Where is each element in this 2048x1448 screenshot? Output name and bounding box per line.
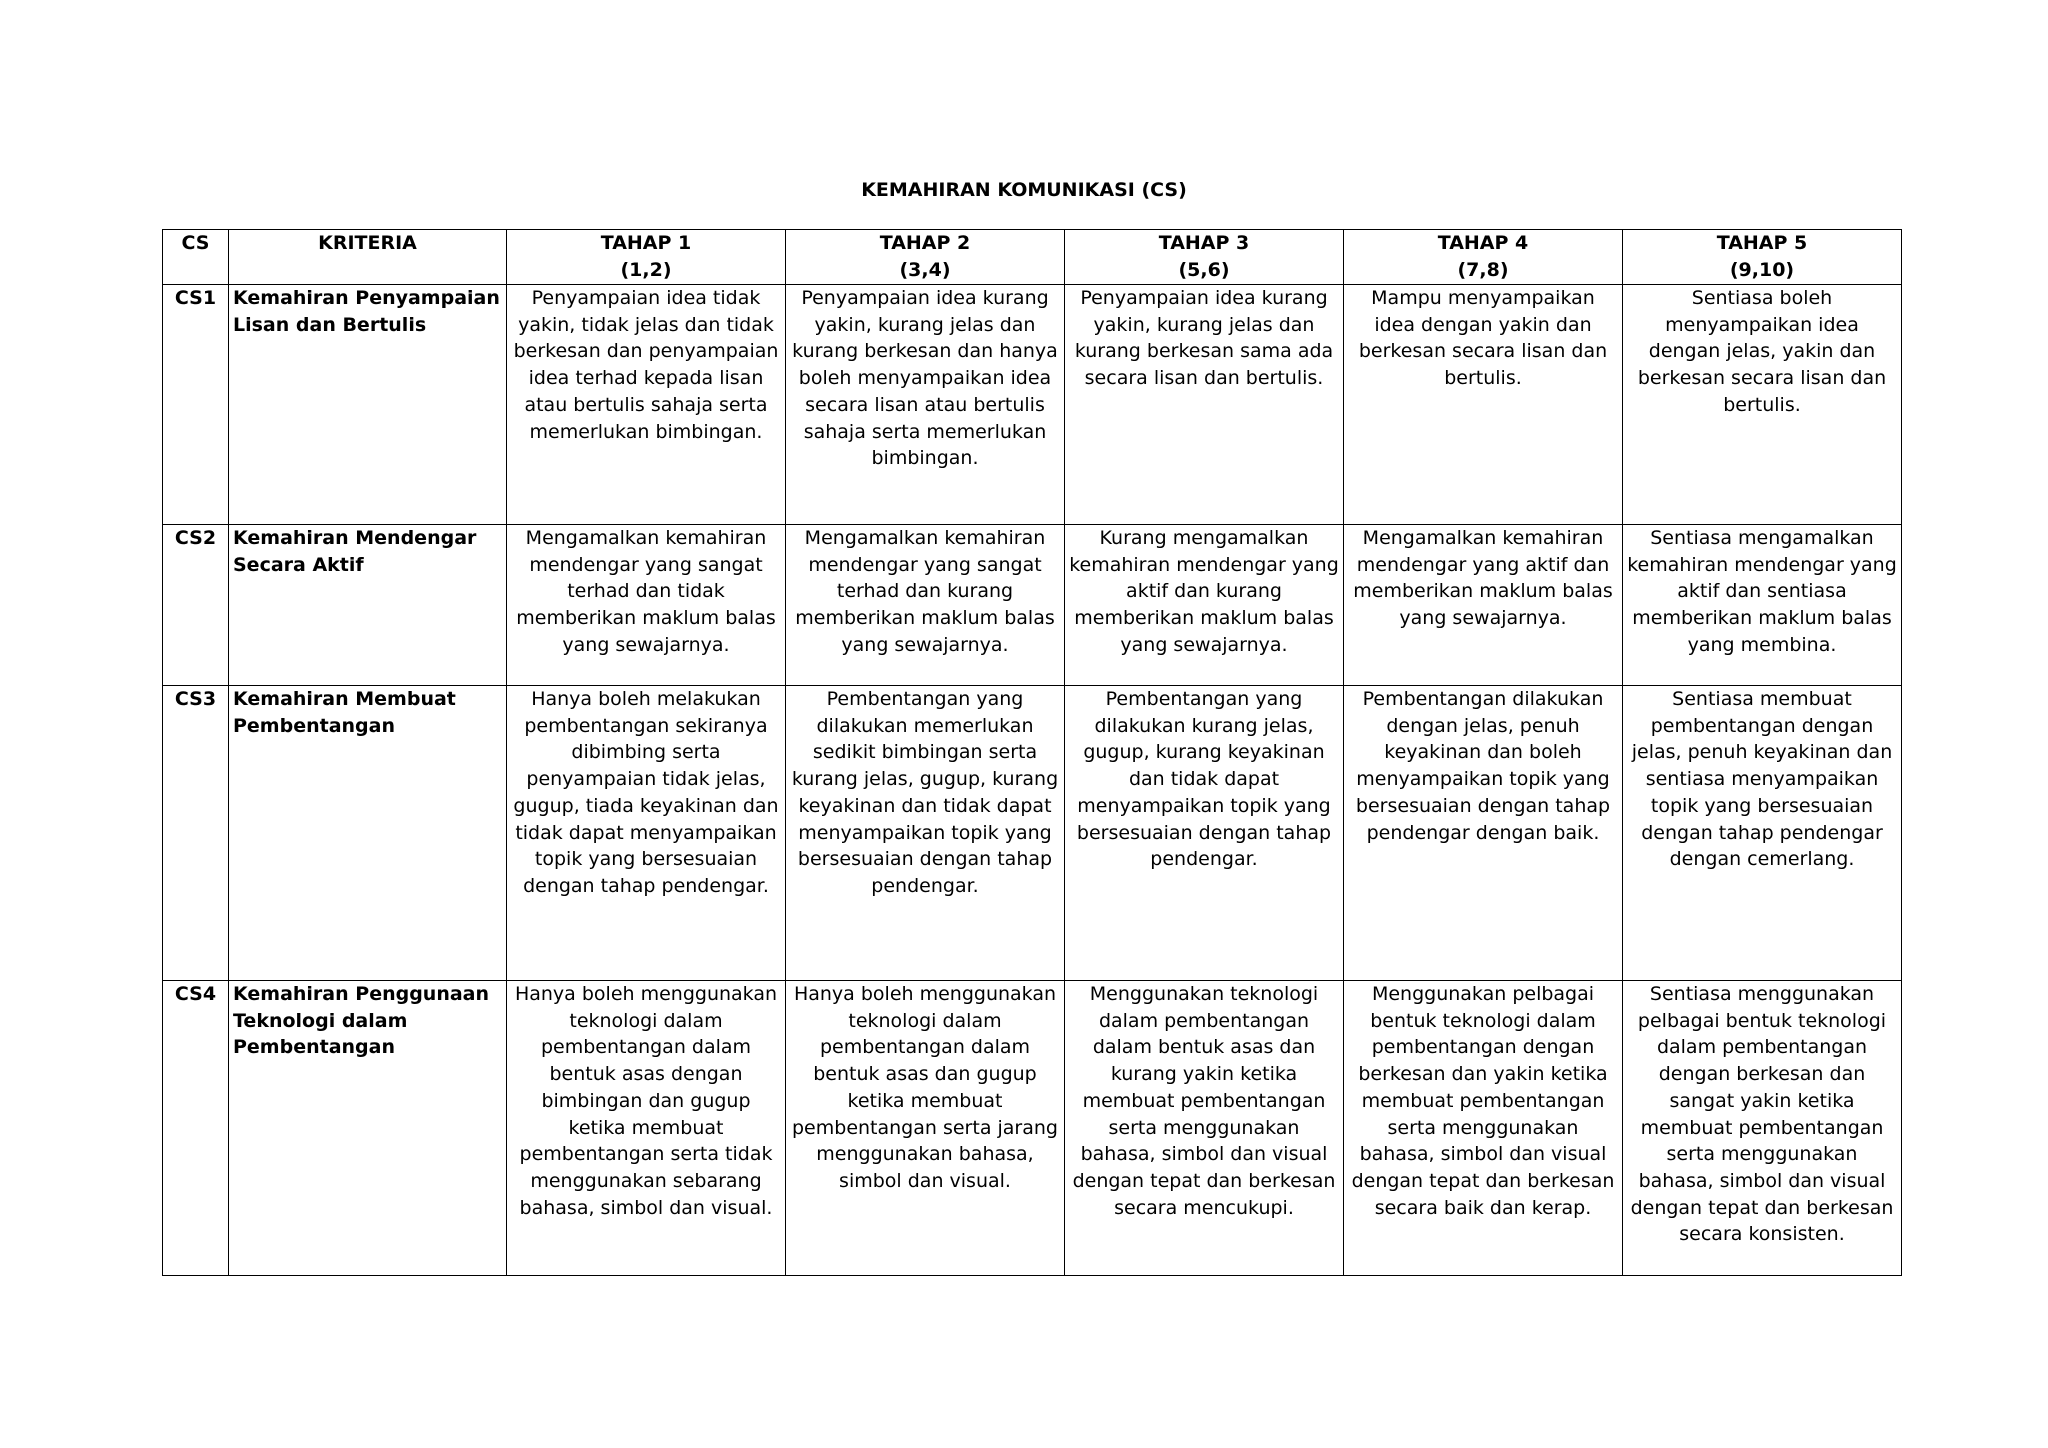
- level-cell: Pembentangan yang dilakukan kurang jelas, gugup, kurang keyakinan dan tidak dapat menyampaikan topik yang bersesuaian dengan tahap pendengar.: [1065, 686, 1344, 981]
- level-cell: Penyampaian idea tidak yakin, tidak jelas dan tidak berkesan dan penyampaian idea terhad kepada lisan atau bertulis sahaja serta memerlukan bimbingan.: [507, 285, 786, 525]
- table-row: [163, 285, 1902, 525]
- level-cell: Mengamalkan kemahiran mendengar yang aktif dan memberikan maklum balas yang sewajarnya.: [1344, 525, 1623, 686]
- level-cell: Menggunakan teknologi dalam pembentangan dalam bentuk asas dan kurang yakin ketika membuat pembentangan serta menggunakan bahasa, simbol dan visual dengan tepat dan berkesan secara mencukupi.: [1065, 981, 1344, 1276]
- header-cs: [163, 230, 229, 285]
- header-range: (1,2): [620, 258, 672, 281]
- header-label: TAHAP 4: [1437, 232, 1529, 254]
- header-range: (7,8): [1457, 258, 1509, 281]
- header-tahap-4: [1344, 230, 1623, 285]
- row-criteria: Kemahiran Penyampaian Lisan dan Bertulis: [229, 285, 507, 525]
- row-criteria: Kemahiran Membuat Pembentangan: [229, 686, 507, 981]
- level-cell: Penyampaian idea kurang yakin, kurang jelas dan kurang berkesan sama ada secara lisan dan bertulis.: [1065, 285, 1344, 525]
- level-cell: Hanya boleh menggunakan teknologi dalam pembentangan dalam bentuk asas dengan bimbingan dan gugup ketika membuat pembentangan serta tidak menggunakan sebarang bahasa, simbol dan visual.: [507, 981, 786, 1276]
- rubric-table: [162, 229, 1902, 1276]
- header-label: CS: [181, 232, 210, 254]
- table-row: [163, 981, 1902, 1276]
- header-label: KRITERIA: [318, 232, 417, 254]
- level-cell: Sentiasa mengamalkan kemahiran mendengar yang aktif dan sentiasa memberikan maklum balas yang membina.: [1623, 525, 1902, 686]
- page-title: KEMAHIRAN KOMUNIKASI (CS): [861, 179, 1187, 201]
- level-cell: Kurang mengamalkan kemahiran mendengar yang aktif dan kurang memberikan maklum balas yang sewajarnya.: [1065, 525, 1344, 686]
- row-code: CS2: [163, 525, 229, 686]
- header-tahap-3: [1065, 230, 1344, 285]
- header-label: TAHAP 1: [600, 232, 692, 254]
- row-criteria: Kemahiran Penggunaan Teknologi dalam Pembentangan: [229, 981, 507, 1276]
- header-label: TAHAP 5: [1716, 232, 1808, 254]
- level-cell: Sentiasa menggunakan pelbagai bentuk teknologi dalam pembentangan dengan berkesan dan sangat yakin ketika membuat pembentangan serta menggunakan bahasa, simbol dan visual dengan tepat dan berkesan secara konsisten.: [1623, 981, 1902, 1276]
- header-row: [163, 230, 1902, 285]
- header-tahap-2: [786, 230, 1065, 285]
- level-cell: Sentiasa boleh menyampaikan idea dengan jelas, yakin dan berkesan secara lisan dan bertulis.: [1623, 285, 1902, 525]
- level-cell: Sentiasa membuat pembentangan dengan jelas, penuh keyakinan dan sentiasa menyampaikan topik yang bersesuaian dengan tahap pendengar dengan cemerlang.: [1623, 686, 1902, 981]
- header-label: TAHAP 2: [879, 232, 971, 254]
- row-criteria: Kemahiran Mendengar Secara Aktif: [229, 525, 507, 686]
- header-range: (5,6): [1178, 258, 1230, 281]
- row-code: CS3: [163, 686, 229, 981]
- level-cell: Mengamalkan kemahiran mendengar yang sangat terhad dan tidak memberikan maklum balas yang sewajarnya.: [507, 525, 786, 686]
- header-tahap-1: [507, 230, 786, 285]
- row-code: CS4: [163, 981, 229, 1276]
- row-code: CS1: [163, 285, 229, 525]
- header-range: (3,4): [899, 258, 951, 281]
- level-cell: Penyampaian idea kurang yakin, kurang jelas dan kurang berkesan dan hanya boleh menyampaikan idea secara lisan atau bertulis sahaja serta memerlukan bimbingan.: [786, 285, 1065, 525]
- level-cell: Mampu menyampaikan idea dengan yakin dan berkesan secara lisan dan bertulis.: [1344, 285, 1623, 525]
- level-cell: Pembentangan yang dilakukan memerlukan sedikit bimbingan serta kurang jelas, gugup, kurang keyakinan dan tidak dapat menyampaikan topik yang bersesuaian dengan tahap pendengar.: [786, 686, 1065, 981]
- level-cell: Mengamalkan kemahiran mendengar yang sangat terhad dan kurang memberikan maklum balas yang sewajarnya.: [786, 525, 1065, 686]
- level-cell: Pembentangan dilakukan dengan jelas, penuh keyakinan dan boleh menyampaikan topik yang bersesuaian dengan tahap pendengar dengan baik.: [1344, 686, 1623, 981]
- header-tahap-5: [1623, 230, 1902, 285]
- level-cell: Hanya boleh melakukan pembentangan sekiranya dibimbing serta penyampaian tidak jelas, gugup, tiada keyakinan dan tidak dapat menyampaikan topik yang bersesuaian dengan tahap pendengar.: [507, 686, 786, 981]
- table-row: [163, 686, 1902, 981]
- header-range: (9,10): [1729, 258, 1795, 281]
- header-label: TAHAP 3: [1158, 232, 1250, 254]
- header-kriteria: [229, 230, 507, 285]
- level-cell: Hanya boleh menggunakan teknologi dalam pembentangan dalam bentuk asas dan gugup ketika membuat pembentangan serta jarang menggunakan bahasa, simbol dan visual.: [786, 981, 1065, 1276]
- table-row: [163, 525, 1902, 686]
- level-cell: Menggunakan pelbagai bentuk teknologi dalam pembentangan dengan berkesan dan yakin ketika membuat pembentangan serta menggunakan bahasa, simbol dan visual dengan tepat dan berkesan secara baik dan kerap.: [1344, 981, 1623, 1276]
